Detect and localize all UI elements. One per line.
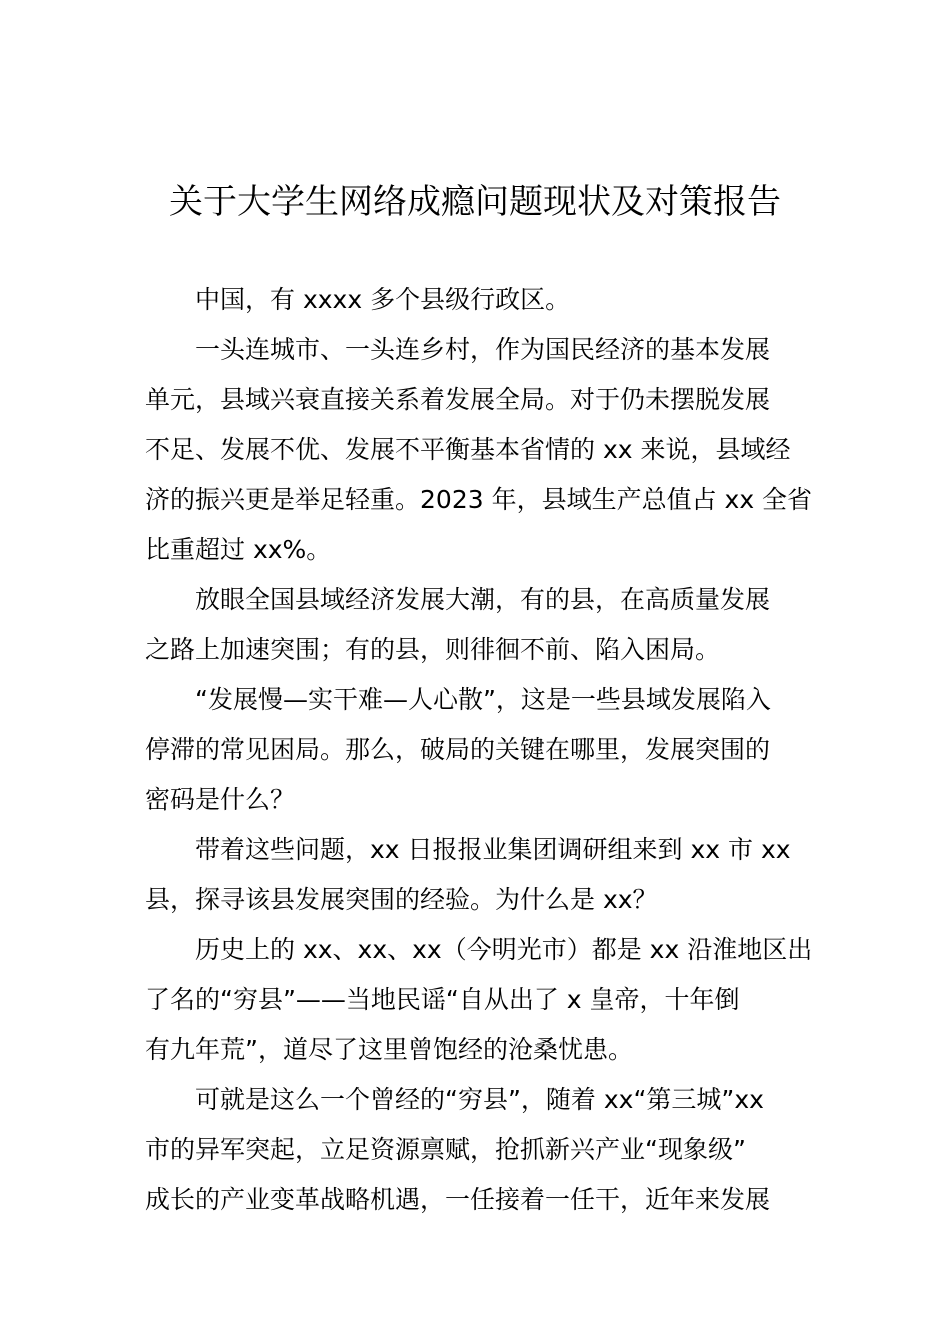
paragraph-line: 带着这些问题，xx 日报报业集团调研组来到 xx 市 xx (195, 835, 791, 864)
paragraph-line: 成长的产业变革战略机遇，一任接着一任干，近年来发展 (145, 1185, 771, 1214)
paragraph-line: 密码是什么？ (145, 785, 296, 814)
paragraph-line: 市的异军突起，立足资源禀赋，抢抓新兴产业“现象级” (145, 1135, 746, 1164)
paragraph-line: 可就是这么一个曾经的“穷县”，随着 xx“第三城”xx (195, 1085, 764, 1114)
paragraph-line: 停滞的常见困局。那么，破局的关键在哪里，发展突围的 (145, 735, 771, 764)
paragraph-line: 济的振兴更是举足轻重。2023 年，县域生产总值占 xx 全省 (145, 485, 813, 514)
paragraph-line: 了名的“穷县”——当地民谣“自从出了 x 皇帝，十年倒 (145, 985, 740, 1014)
paragraph-line: 一头连城市、一头连乡村，作为国民经济的基本发展 (195, 335, 771, 364)
paragraph-line: 之路上加速突围；有的县，则徘徊不前、陷入困局。 (145, 635, 721, 664)
paragraph-line: 不足、发展不优、发展不平衡基本省情的 xx 来说，县域经 (145, 435, 791, 464)
paragraph-line: 有九年荒”，道尽了这里曾饱经的沧桑忧患。 (145, 1035, 633, 1064)
paragraph-line: 单元，县域兴衰直接关系着发展全局。对于仍未摆脱发展 (145, 385, 771, 414)
document-title: 关于大学生网络成瘾问题现状及对策报告 (169, 182, 781, 222)
paragraph-line: 中国，有 xxxx 多个县级行政区。 (195, 285, 571, 314)
paragraph-line: 县，探寻该县发展突围的经验。为什么是 xx？ (145, 885, 658, 914)
paragraph-line: 放眼全国县域经济发展大潮，有的县，在高质量发展 (195, 585, 771, 614)
paragraph-line: “发展慢—实干难—人心散”，这是一些县域发展陷入 (195, 685, 771, 714)
paragraph-line: 历史上的 xx、xx、xx（今明光市）都是 xx 沿淮地区出 (195, 935, 813, 964)
paragraph-line: 比重超过 xx%。 (145, 535, 332, 564)
